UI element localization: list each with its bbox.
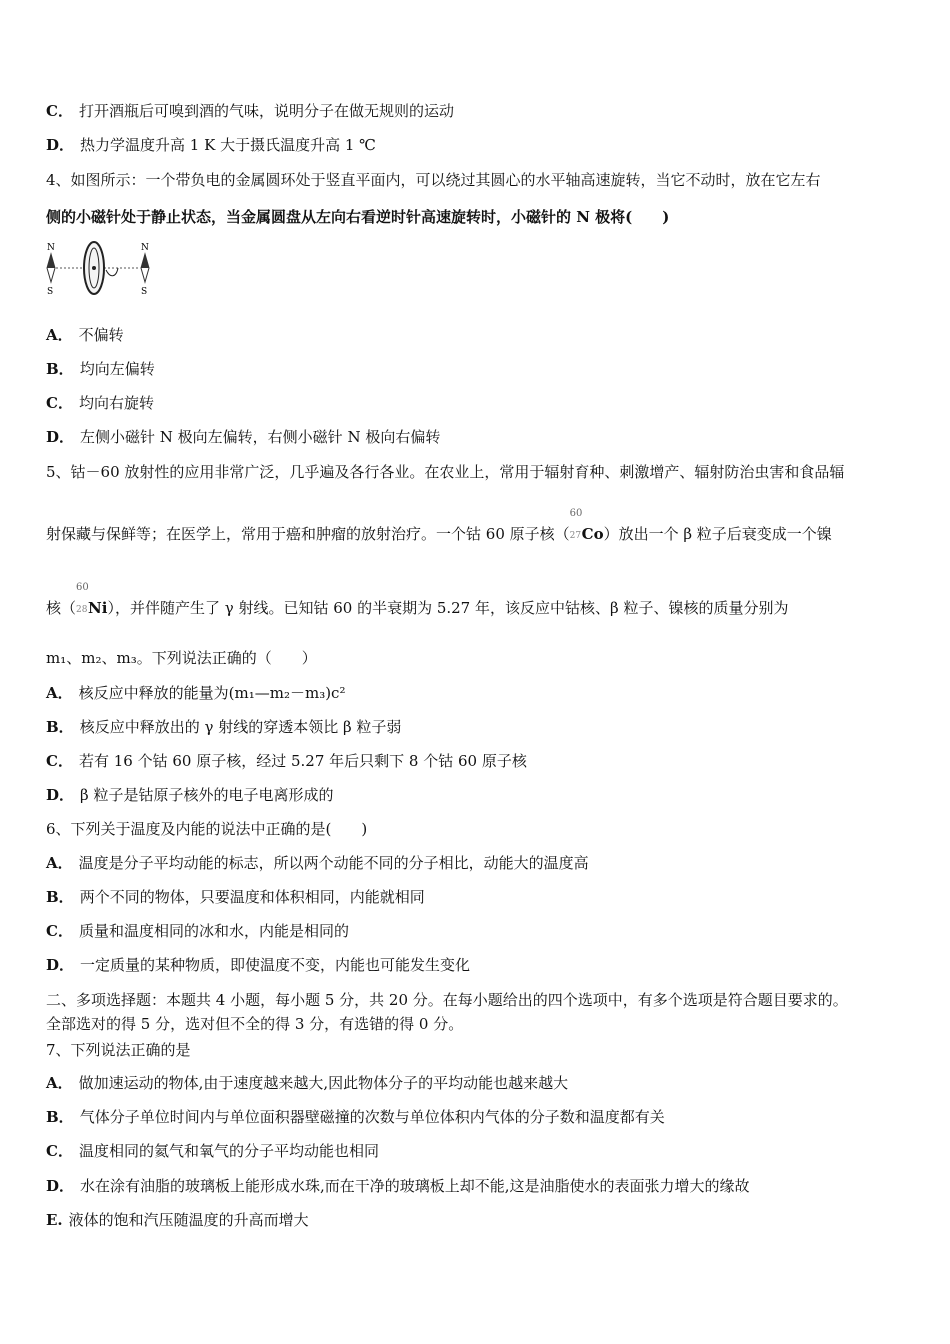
q4-stem-line2: 侧的小磁针处于静止状态，当金属圆盘从左向右看逆时针高速旋转时，小磁针的 N 极将( ) <box>46 208 670 226</box>
q7-option-e: E. 液体的饱和汽压随温度的升高而增大 <box>46 1211 309 1229</box>
option-d-prev: D． 热力学温度升高 1 K 大于摄氏温度升高 1 ℃ <box>46 136 376 154</box>
section2-heading-line1: 二、多项选择题：本题共 4 小题，每小题 5 分，共 20 分。在每小题给出的四个选项中，有多个选项是符合题目要求的。 <box>46 991 848 1009</box>
q5-option-c: C． 若有 16 个钴 60 原子核，经过 5.27 年后只剩下 8 个钴 60 原子核 <box>46 752 527 770</box>
q7-option-a: A． 做加速运动的物体,由于速度越来越大,因此物体分子的平均动能也越来越大 <box>46 1074 569 1092</box>
cobalt-nuclide: 60 27 <box>569 508 583 541</box>
q4-figure <box>42 238 162 298</box>
left-needle-n-label: N <box>47 243 55 253</box>
q7-option-c: C． 温度相同的氦气和氧气的分子平均动能也相同 <box>46 1142 379 1160</box>
q7-option-d: D． 水在涂有油脂的玻璃板上能形成水珠,而在干净的玻璃板上却不能,这是油脂使水的表面张力增大的缘故 <box>46 1177 750 1195</box>
option-c-prev: C． 打开酒瓶后可嗅到酒的气味，说明分子在做无规则的运动 <box>46 102 454 120</box>
q6-stem: 6、下列关于温度及内能的说法中正确的是( ) <box>46 820 368 838</box>
q4-option-d: D． 左侧小磁针 N 极向左偏转，右侧小磁针 N 极向右偏转 <box>46 428 441 446</box>
q6-option-c: C． 质量和温度相同的冰和水，内能是相同的 <box>46 922 349 940</box>
left-needle-s-label: S <box>47 287 54 297</box>
q5-stem-line3: 核（ 60 28 Ni），并伴随产生了 γ 射线。已知钴 60 的半衰期为 5.27 年，该反应中钴核、β 粒子、镍核的质量分别为 <box>46 582 789 617</box>
q6-option-a: A． 温度是分子平均动能的标志，所以两个动能不同的分子相比，动能大的温度高 <box>46 854 589 872</box>
q5-option-b: B． 核反应中释放出的 γ 射线的穿透本领比 β 粒子弱 <box>46 718 402 736</box>
q4-option-c: C． 均向右旋转 <box>46 394 154 412</box>
q5-stem-line1: 5、钴－60 放射性的应用非常广泛，几乎遍及各行各业。在农业上，常用于辐射育种、刺激增产、辐射防治虫害和食品辐 <box>46 463 845 481</box>
q4-option-a: A． 不偏转 <box>46 326 124 344</box>
section2-heading-line2: 全部选对的得 5 分，选对但不全的得 3 分，有选错的得 0 分。 <box>46 1015 464 1033</box>
right-needle-s-label: S <box>141 287 148 297</box>
q5-stem-line4: m₁、m₂、m₃。下列说法正确的（ ） <box>46 649 317 667</box>
q5-option-a: A． 核反应中释放的能量为(m₁—m₂－m₃)c² <box>46 684 346 702</box>
nickel-nuclide: 60 28 <box>76 582 89 615</box>
q5-stem-line2: 射保藏与保鲜等；在医学上，常用于癌和肿瘤的放射治疗。一个钴 60 原子核（ 60 27 Co）放出一个 β 粒子后衰变成一个镍 <box>46 508 832 543</box>
q6-option-d: D． 一定质量的某种物质，即使温度不变，内能也可能发生变化 <box>46 956 471 974</box>
q7-option-b: B． 气体分子单位时间内与单位面积器壁磁撞的次数与单位体积内气体的分子数和温度都有关 <box>46 1108 665 1126</box>
right-needle-n-label: N <box>141 243 149 253</box>
q4-option-b: B． 均向左偏转 <box>46 360 155 378</box>
q6-option-b: B． 两个不同的物体，只要温度和体积相同，内能就相同 <box>46 888 425 906</box>
rotation-arrow-icon <box>106 268 118 276</box>
q5-option-d: D． β 粒子是钴原子核外的电子电离形成的 <box>46 786 334 804</box>
q4-stem-line1: 4、如图所示：一个带负电的金属圆环处于竖直平面内，可以绕过其圆心的水平轴高速旋转，当它不动时，放在它左右 <box>46 171 821 189</box>
q7-stem: 7、下列说法正确的是 <box>46 1041 191 1059</box>
